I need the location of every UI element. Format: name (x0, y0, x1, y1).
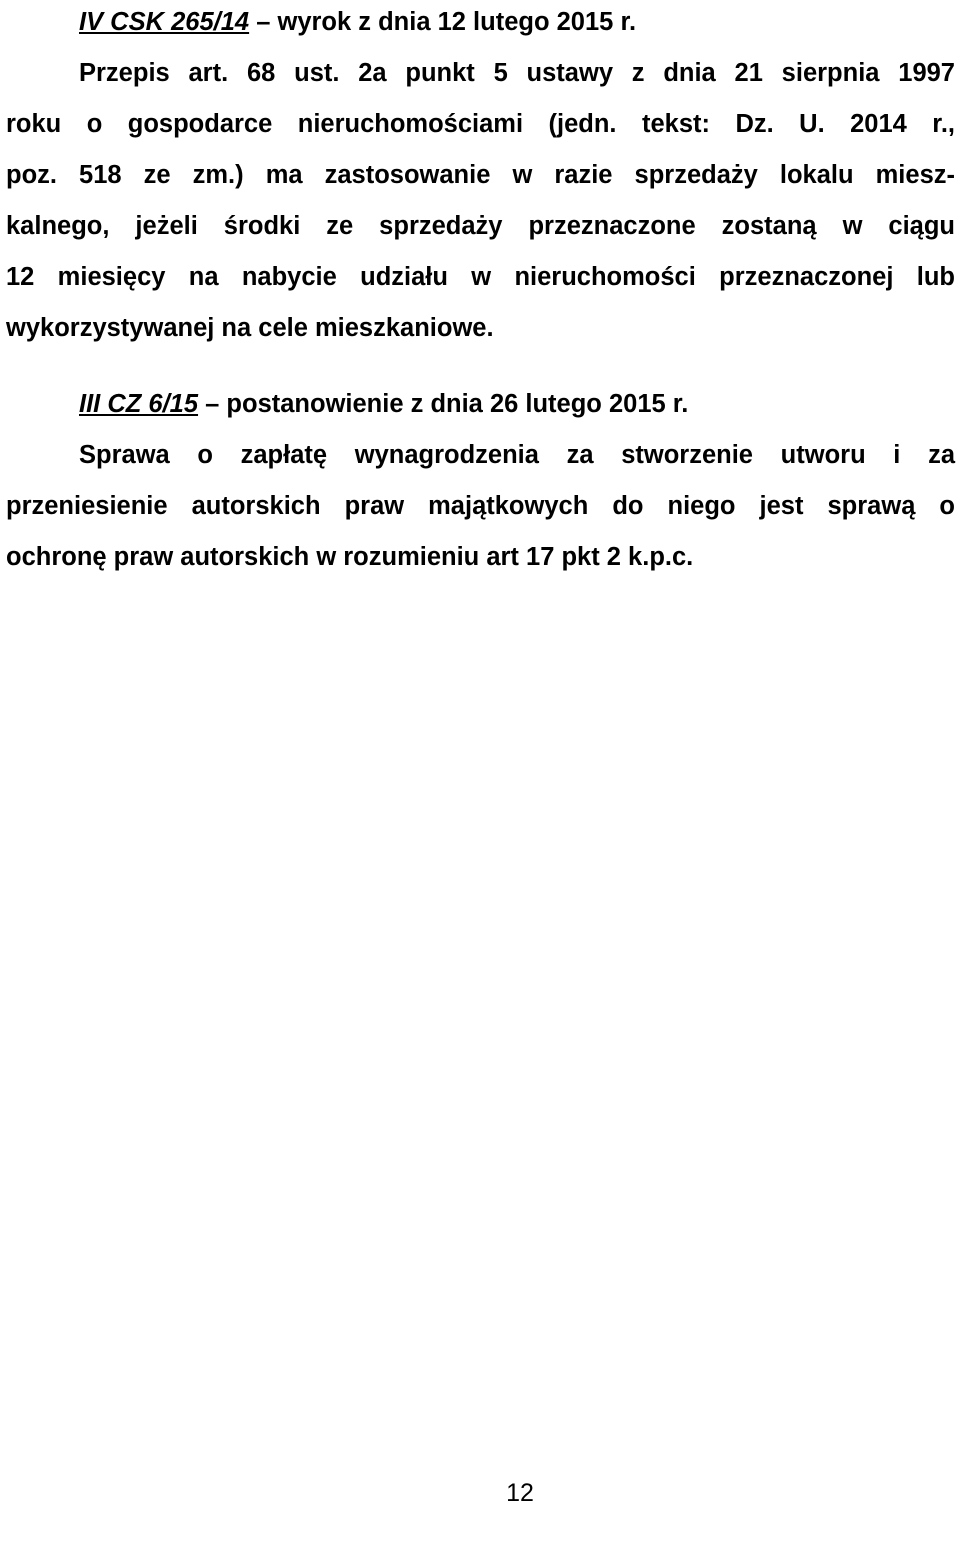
summary-line: Sprawa o zapłatę wynagrodzenia za stworzenie utworu i za (79, 441, 955, 469)
ruling-summary (6, 430, 955, 583)
summary-line: wykorzystywanej na cele mieszkaniowe. (6, 314, 494, 342)
heading-dash: – (205, 390, 220, 418)
summary-line: ochronę praw autorskich w rozumieniu art 17 pkt 2 k.p.c. (6, 543, 694, 571)
case-signature: III CZ 6/15 (79, 390, 199, 418)
document-page (6, 0, 955, 583)
summary-line: kalnego, jeżeli środki ze sprzedaży przeznaczone zostaną w ciągu (6, 212, 955, 240)
page-number: 12 (506, 1479, 534, 1507)
case-signature: IV CSK 265/14 (79, 8, 250, 36)
summary-line: przeniesienie autorskich praw majątkowych do niego jest sprawą o (6, 492, 955, 520)
decision-title: postanowienie z dnia 26 lutego 2015 r. (226, 390, 689, 418)
ruling-heading (6, 379, 955, 430)
ruling-entry-2 (6, 379, 955, 583)
summary-line: roku o gospodarce nieruchomościami (jedn. tekst: Dz. U. 2014 r., (6, 110, 955, 138)
ruling-summary (6, 48, 955, 354)
summary-line: 12 miesięcy na nabycie udziału w nieruchomości przeznaczonej lub (6, 263, 955, 291)
ruling-entry-1 (6, 0, 955, 354)
summary-line: Przepis art. 68 ust. 2a punkt 5 ustawy z dnia 21 sierpnia 1997 (79, 59, 955, 87)
ruling-heading (6, 0, 955, 48)
decision-title: wyrok z dnia 12 lutego 2015 r. (277, 8, 637, 36)
summary-line: poz. 518 ze zm.) ma zastosowanie w razie sprzedaży lokalu miesz- (6, 161, 955, 189)
heading-dash: – (256, 8, 271, 36)
